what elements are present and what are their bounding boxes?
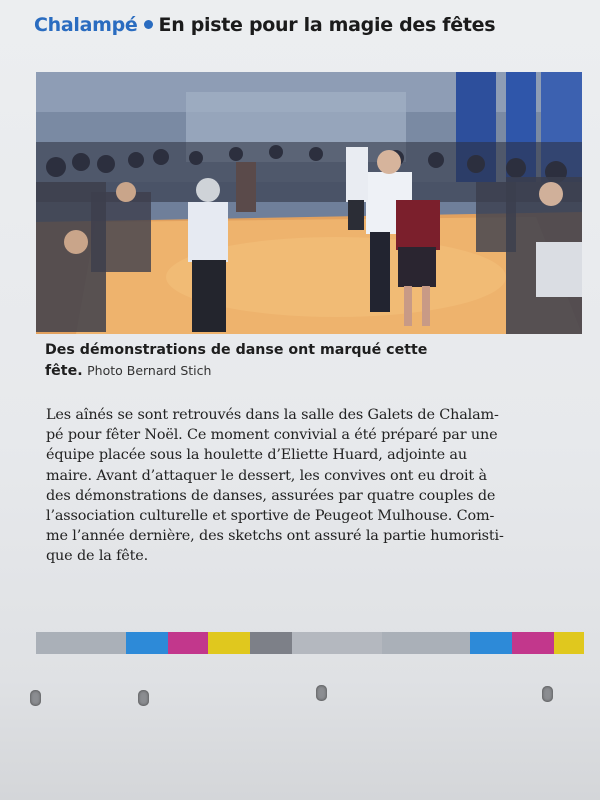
color-bar-segment xyxy=(208,632,250,654)
photo-credit: Photo Bernard Stich xyxy=(87,362,212,378)
article-line: me l’année dernière, des sketchs ont assuré la partie humoristi- xyxy=(46,528,504,545)
article-line: l’association culturelle et sportive de Peugeot Mulhouse. Com- xyxy=(46,508,495,525)
punch-hole-icon xyxy=(138,690,149,706)
caption-line-2: fête. xyxy=(45,362,83,379)
article-photo xyxy=(36,72,582,334)
headline-title: En piste pour la magie des fêtes xyxy=(158,14,496,36)
color-bar-segment xyxy=(250,632,292,654)
article-line: des démonstrations de danses, assurées par quatre couples de xyxy=(46,487,496,504)
color-bar-segment xyxy=(292,632,382,654)
color-bar-segment xyxy=(382,632,470,654)
caption-line-1: Des démonstrations de danse ont marqué cette xyxy=(45,342,428,358)
article-line: que de la fête. xyxy=(46,548,149,565)
color-bar-segment xyxy=(470,632,512,654)
punch-hole-icon xyxy=(30,690,41,706)
article-line: pé pour fêter Noël. Ce moment convivial a été préparé par une xyxy=(46,427,498,444)
article-line: équipe placée sous la houlette d’Eliette Huard, adjointe au xyxy=(46,447,467,464)
bullet-dot-icon xyxy=(144,20,153,29)
photo-caption xyxy=(45,341,515,381)
article-body xyxy=(46,405,598,567)
color-bar-segment xyxy=(554,632,584,654)
color-bar-segment xyxy=(36,632,126,654)
punch-hole-icon xyxy=(542,686,553,702)
article-headline xyxy=(34,14,495,36)
color-bar-segment xyxy=(168,632,208,654)
article-line: Les aînés se sont retrouvés dans la salle des Galets de Chalam- xyxy=(46,407,499,423)
color-bar-segment xyxy=(126,632,168,654)
headline-kicker: Chalampé xyxy=(34,14,138,36)
article-line: maire. Avant d’attaquer le dessert, les convives ont eu droit à xyxy=(46,467,487,484)
punch-hole-icon xyxy=(316,685,327,701)
color-bar-segment xyxy=(512,632,554,654)
